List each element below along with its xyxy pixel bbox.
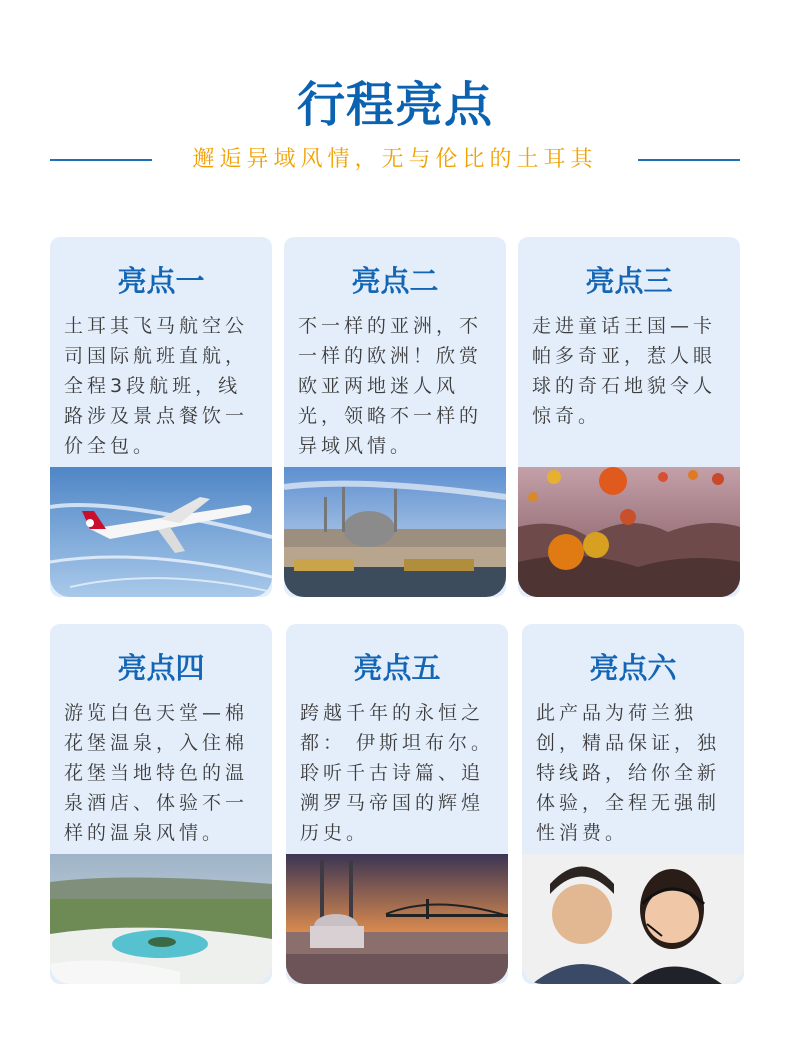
card-text: 土耳其飞马航空公司国际航班直航，全程3段航班，线路涉及景点餐饮一价全包。 — [64, 315, 249, 457]
highlight-card-2 — [284, 237, 506, 597]
card-heading: 亮点三 — [585, 264, 673, 298]
card-text: 跨越千年的永恒之都： 伊斯坦布尔。聆听千古诗篇、追溯罗马帝国的辉煌历史。 — [300, 702, 495, 844]
bosphorus-bridge-photo — [286, 854, 508, 984]
highlight-card-6 — [522, 624, 744, 984]
card-heading: 亮点二 — [351, 264, 439, 298]
highlight-card-1 — [50, 237, 272, 597]
card-heading: 亮点五 — [353, 651, 441, 685]
card-text: 走进童话王国—卡帕多奇亚，惹人眼球的奇石地貌令人惊奇。 — [532, 315, 717, 427]
page-subtitle: 邂逅异域风情，无与伦比的土耳其 — [192, 147, 598, 172]
cappadocia-balloons-photo — [518, 467, 740, 597]
istanbul-mosque-photo — [284, 467, 506, 597]
card-text: 不一样的亚洲，不一样的欧洲！欣赏欧亚两地迷人风光，领略不一样的异域风情。 — [298, 315, 483, 457]
highlight-card-5 — [286, 624, 508, 984]
subtitle-row — [50, 142, 740, 172]
page-title: 行程亮点 — [296, 77, 493, 133]
customer-service-photo — [522, 854, 744, 984]
card-heading: 亮点一 — [117, 264, 205, 298]
highlight-card-3 — [518, 237, 740, 597]
card-text: 游览白色天堂—棉花堡温泉，入住棉花堡当地特色的温泉酒店、体验不一样的温泉风情。 — [64, 702, 249, 844]
card-heading: 亮点六 — [589, 651, 677, 685]
card-text: 此产品为荷兰独创，精品保证，独特线路，给你全新体验，全程无强制性消费。 — [536, 702, 721, 844]
divider-right — [638, 159, 740, 161]
highlight-card-4 — [50, 624, 272, 984]
airplane-photo — [50, 467, 272, 597]
card-heading: 亮点四 — [117, 651, 205, 685]
pamukkale-pool-photo — [50, 854, 272, 984]
